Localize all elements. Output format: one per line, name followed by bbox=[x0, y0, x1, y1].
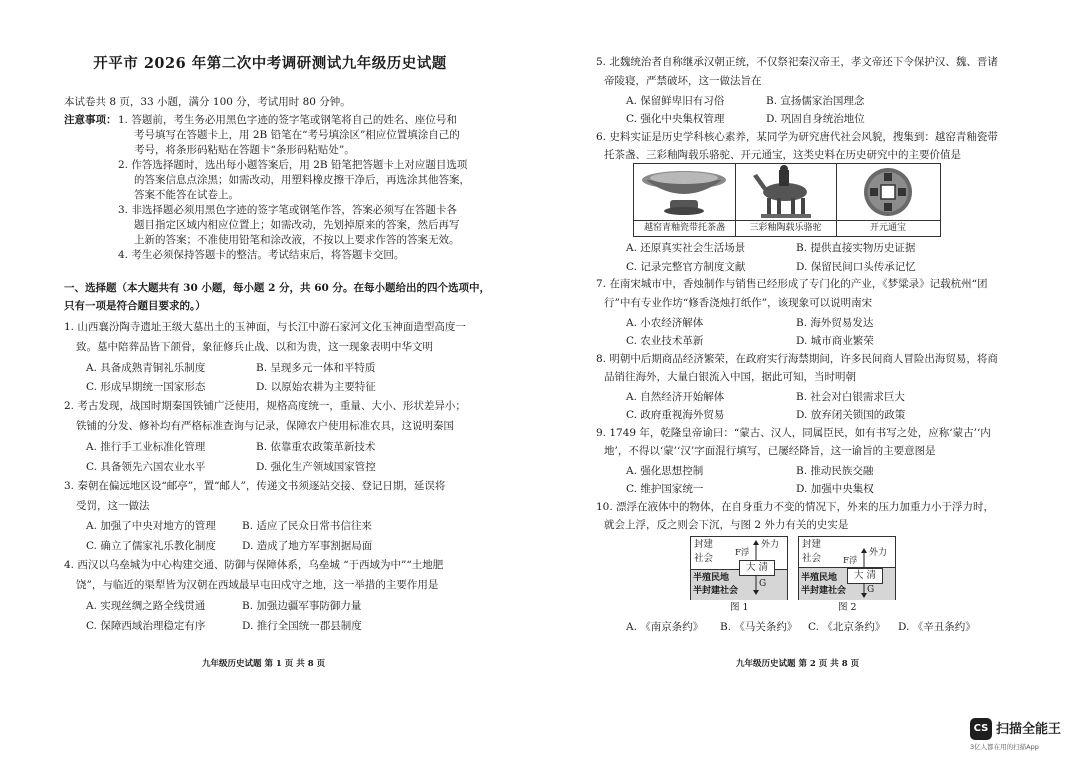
notice-line: 1. 答题前，考生务必用黑色字迹的签字笔或钢笔将自己的姓名、座位号和 bbox=[118, 114, 457, 126]
caption: 越窑青釉瓷带托茶盏 bbox=[634, 220, 735, 235]
logo-tagline: 3亿人都在用的扫描App bbox=[970, 743, 1039, 751]
buoyancy-label: F浮 bbox=[735, 548, 750, 558]
gravity-label: G bbox=[759, 579, 767, 589]
option-c: C. 农业技术革新 bbox=[626, 335, 704, 347]
gravity-label: G bbox=[867, 585, 875, 595]
notice-line: 3. 非选择题必须用黑色字迹的签字笔或钢笔作答，答案必须写在答题卡各 bbox=[118, 204, 457, 216]
question-text: 9. 1749 年，乾隆皇帝谕曰：“蒙古、汉人，同属臣民，如有书写之处，应称‘蒙古’‘内 bbox=[596, 427, 991, 439]
notice-label: 注意事项： bbox=[64, 114, 117, 126]
question-text: 就会上浮，反之则会下沉，与图 2 外力有关的史实是 bbox=[604, 519, 849, 531]
option-c: C. 维护国家统一 bbox=[626, 483, 704, 495]
option-c: C. 确立了儒家礼乐教化制度 bbox=[86, 540, 216, 552]
option-a: A. 小农经济解体 bbox=[626, 317, 704, 329]
option-c: C. 《北京条约》 bbox=[808, 621, 886, 633]
camel-image bbox=[735, 164, 837, 236]
question-text: 行”中有专业作坊“修香浇烛打纸作”，该现象可以说明南宋 bbox=[604, 297, 873, 309]
question-text: 4. 西汉以乌垒城为中心构建交通、防御与保障体系，乌垒城 “于西域为中”“土地肥 bbox=[64, 559, 444, 571]
question-text: 帝陵寝，严禁破坏，这一做法旨在 bbox=[604, 75, 762, 87]
option-b: B. 社会对白银需求巨大 bbox=[796, 391, 905, 403]
qing-block: 大 清 bbox=[847, 568, 883, 584]
force-label: 外力 bbox=[869, 548, 888, 558]
option-b: B. 呈现多元一体和平特质 bbox=[256, 362, 376, 374]
option-c: C. 保障西域治理稳定有序 bbox=[86, 620, 206, 632]
option-b: B. 宣扬儒家治国理念 bbox=[766, 95, 865, 107]
lower-label: 半殖民地 bbox=[693, 573, 730, 583]
option-d: D. 放弃闭关锁国的政策 bbox=[796, 409, 906, 421]
question-text: 5. 北魏统治者自称继承汉朝正统，不仅祭祀秦汉帝王，孝文帝还下令保护汉、魏、晋诸 bbox=[596, 56, 998, 68]
option-b: B. 依靠重农政策革新技术 bbox=[256, 441, 376, 453]
exam-title: 开平市 2026 年第二次中考调研测试九年级历史试题 bbox=[93, 55, 447, 72]
option-b: B. 海外贸易发达 bbox=[796, 317, 874, 329]
upper-label: 封建 bbox=[694, 539, 714, 550]
logo-name: 扫描全能王 bbox=[996, 722, 1062, 737]
notice-line: 考号，将条形码粘贴在答题卡“条形码粘贴处”。 bbox=[134, 144, 355, 156]
qing-block: 大 清 bbox=[739, 560, 775, 576]
option-d: D. 城市商业繁荣 bbox=[796, 335, 874, 347]
figure-1-label: 图 1 bbox=[730, 602, 749, 613]
option-b: B. 《马关条约》 bbox=[720, 621, 798, 633]
force-arrows-icon bbox=[691, 537, 787, 599]
teacup-image bbox=[634, 164, 736, 236]
option-d: D. 巩固自身统治地位 bbox=[766, 113, 865, 125]
option-b: B. 推动民族交融 bbox=[796, 465, 874, 477]
option-a: A. 自然经济开始解体 bbox=[626, 391, 725, 403]
option-a: A. 实现丝绸之路全线贯通 bbox=[86, 600, 206, 612]
option-d: D. 造成了地方军事割据局面 bbox=[242, 540, 373, 552]
option-d: D. 保留民间口头传承记忆 bbox=[796, 261, 916, 273]
notice-line: 答案不能答在试卷上。 bbox=[134, 189, 239, 201]
page-footer: 九年级历史试题 第 1 页 共 8 页 bbox=[202, 659, 326, 669]
force-arrows-icon bbox=[799, 537, 895, 599]
upper-label: 社会 bbox=[694, 553, 714, 564]
page-footer: 九年级历史试题 第 2 页 共 8 页 bbox=[736, 659, 860, 669]
upper-label: 社会 bbox=[802, 553, 822, 564]
notice-line: 考号填写在答题卡上，用 2B 铅笔在“考号填涂区”相应位置填涂自己的 bbox=[134, 129, 460, 141]
question-text: 6. 史料实证是历史学科核心素养，某同学为研究唐代社会风貌，搜集到：越窑青釉瓷带 bbox=[596, 131, 998, 143]
upper-label: 封建 bbox=[802, 539, 822, 550]
notice-line: 的答案信息点涂黑；如需改动，用塑料橡皮擦干净后，再选涂其他答案， bbox=[134, 174, 470, 186]
option-a: A. 具备成熟青铜礼乐制度 bbox=[86, 362, 206, 374]
option-c: C. 强化中央集权管理 bbox=[626, 113, 725, 125]
option-d: D. 加强中央集权 bbox=[796, 483, 874, 495]
question-text: 品销往海外，大量白银流入中国，据此可知，当时明朝 bbox=[604, 371, 856, 383]
figure-2 bbox=[798, 536, 896, 600]
lower-label: 半封建社会 bbox=[693, 586, 739, 596]
option-a: A. 强化思想控制 bbox=[626, 465, 704, 477]
caption: 开元通宝 bbox=[836, 220, 940, 235]
coin-icon bbox=[836, 164, 940, 220]
notice-line: 题目指定区域内相应位置上；如需改动，先划掉原来的答案，然后再写 bbox=[134, 219, 460, 231]
question-text: 饶”，与临近的渠犁皆为汉朝在西域最早屯田戍守之地，这一举措的主要作用是 bbox=[76, 579, 439, 591]
artifact-figure bbox=[633, 163, 941, 237]
section-heading: 只有一项是符合题目要求的。） bbox=[64, 300, 206, 312]
notice-line: 2. 作答选择题时，选出每小题答案后，用 2B 铅笔把答题卡上对应题目选项 bbox=[118, 159, 468, 171]
figure-1 bbox=[690, 536, 788, 600]
option-a: A. 还原真实社会生活场景 bbox=[626, 242, 746, 254]
lower-label: 半殖民地 bbox=[801, 573, 838, 583]
option-c: C. 记录完整官方制度文献 bbox=[626, 261, 746, 273]
option-d: D. 以原始农耕为主要特征 bbox=[256, 381, 376, 393]
figure-2-label: 图 2 bbox=[838, 602, 857, 613]
cs-logo-icon: CS bbox=[970, 718, 992, 740]
option-b: B. 适应了民众日常书信往来 bbox=[242, 520, 372, 532]
teacup-icon bbox=[634, 164, 735, 220]
option-a: A. 《南京条约》 bbox=[626, 621, 704, 633]
notice-line: 4. 考生必须保持答题卡的整洁。考试结束后，将答题卡交回。 bbox=[118, 249, 405, 261]
question-text: 受罚，这一做法 bbox=[76, 500, 150, 512]
option-a: A. 加强了中央对地方的管理 bbox=[86, 520, 216, 532]
option-b: B. 提供直接实物历史证据 bbox=[796, 242, 916, 254]
option-c: C. 政府重视海外贸易 bbox=[626, 409, 725, 421]
question-text: 3. 秦朝在偏远地区设“邮亭”，置“邮人”，传递文书须逐站交接、登记日期，延误将 bbox=[64, 480, 446, 492]
question-text: 铁铺的分发、修补均有严格标准查询与记录，保障农户使用标准农具，这说明秦国 bbox=[76, 420, 454, 432]
option-d: D. 强化生产领域国家管控 bbox=[256, 461, 376, 473]
option-c: C. 形成早期统一国家形态 bbox=[86, 381, 206, 393]
option-d: D. 《辛丑条约》 bbox=[898, 621, 976, 633]
camel-icon bbox=[735, 164, 836, 220]
question-text: 地’，不得以‘蒙’‘汉’字面混行填写，已屡经降旨，这一谕旨的主要意图是 bbox=[604, 445, 936, 457]
caption: 三彩釉陶载乐骆驼 bbox=[735, 220, 836, 235]
question-text: 7. 在南宋城市中，香烛制作与销售已经形成了专门化的产业，《梦粱录》记载杭州“团 bbox=[596, 278, 988, 290]
option-c: C. 具备领先六国农业水平 bbox=[86, 461, 206, 473]
buoyancy-label: F浮 bbox=[843, 556, 858, 566]
question-text: 托茶盏、三彩釉陶载乐骆驼、开元通宝，这类史料在历史研究中的主要价值是 bbox=[604, 149, 961, 161]
lower-label: 半封建社会 bbox=[801, 586, 847, 596]
notice-line: 上新的答案；不准使用铅笔和涂改液，不按以上要求作答的答案无效。 bbox=[134, 234, 460, 246]
force-label: 外力 bbox=[761, 540, 780, 550]
option-d: D. 推行全国统一郡县制度 bbox=[242, 620, 362, 632]
question-text: 致。墓中陪葬品皆下颌骨，象征修兵止战、以和为贵，这一现象表明中华文明 bbox=[76, 341, 433, 353]
question-text: 1. 山西襄汾陶寺遗址王级大墓出土的玉神面，与长江中游石家河文化玉神面造型高度一 bbox=[64, 321, 466, 333]
question-text: 2. 考古发现，战国时期秦国铁铺广泛使用，规格高度统一，重量、大小、形状差异小； bbox=[64, 400, 466, 412]
question-text: 10. 漂浮在液体中的物体，在自身重力不变的情况下，外来的压力加重力小于浮力时， bbox=[596, 501, 995, 513]
option-b: B. 加强边疆军事防御力量 bbox=[242, 600, 362, 612]
question-text: 8. 明朝中后期商品经济繁荣，在政府实行海禁期间，许多民间商人冒险出海贸易，将商 bbox=[596, 353, 998, 365]
coin-image bbox=[836, 164, 940, 236]
option-a: A. 保留鲜卑旧有习俗 bbox=[626, 95, 725, 107]
section-heading: 一、选择题（本大题共有 30 小题，每小题 2 分，共 60 分。在每小题给出的四个选项中， bbox=[64, 282, 490, 294]
option-a: A. 推行手工业标准化管理 bbox=[86, 441, 206, 453]
exam-intro: 本试卷共 8 页，33 小题，满分 100 分，考试用时 80 分钟。 bbox=[64, 96, 351, 108]
